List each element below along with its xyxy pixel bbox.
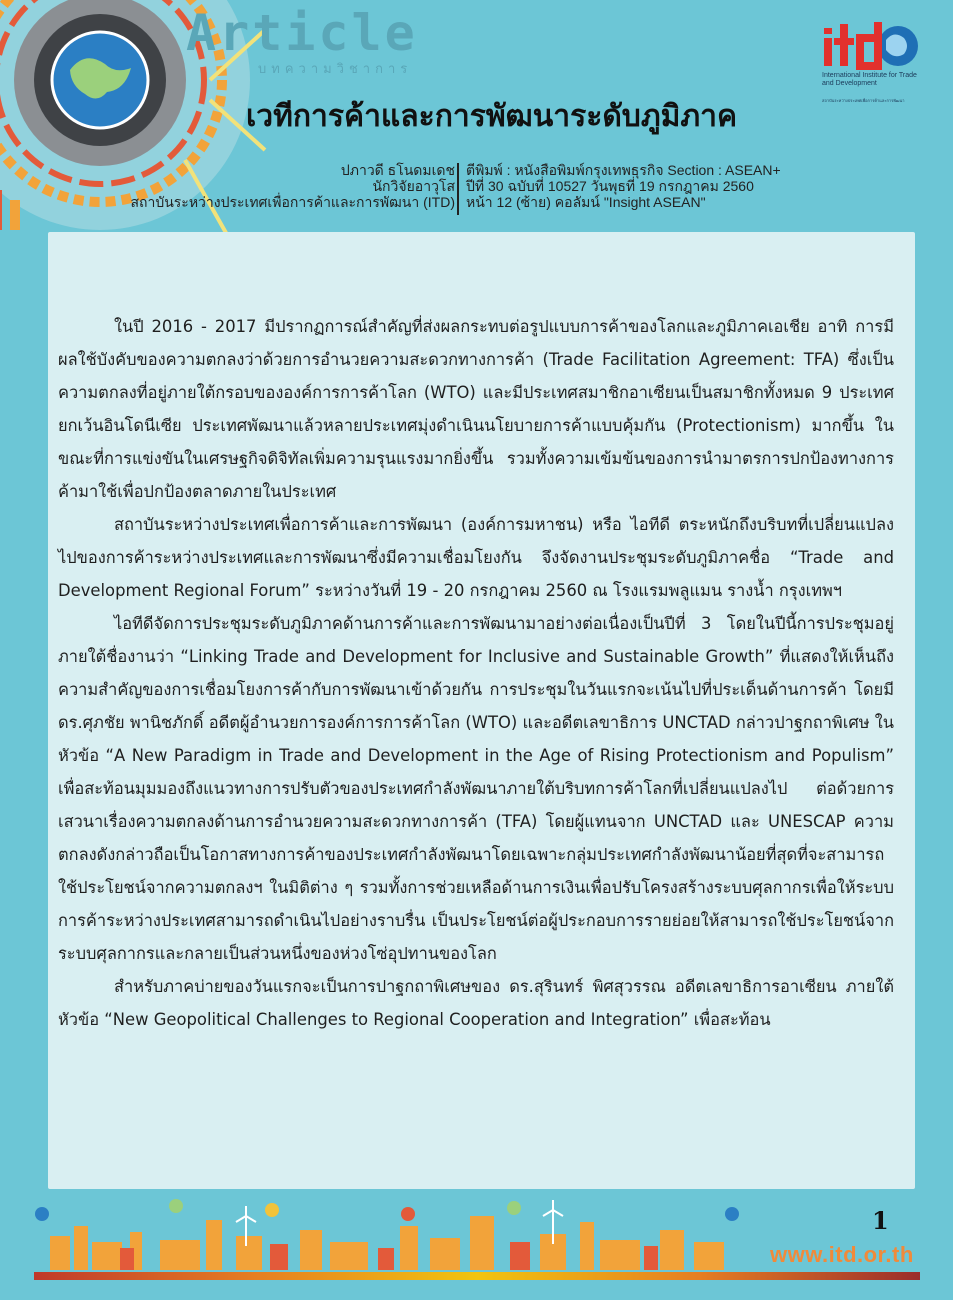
article-subtitle: บทความวิชาการ: [258, 62, 413, 77]
publication-line-1: ตีพิมพ์ : หนังสือพิมพ์กรุงเทพธุรกิจ Section : ASEAN+: [466, 162, 781, 178]
byline-divider: [457, 163, 459, 215]
itd-logo-caption: International Institute for Trade and Development: [822, 72, 917, 87]
author-role: นักวิจัยอาวุโส: [372, 178, 455, 194]
publication-info: [466, 162, 781, 210]
body-paragraph: ไอทีดีจัดการประชุมระดับภูมิภาคด้านการค้าและการพัฒนามาอย่างต่อเนื่องเป็นปีที่ 3 โดยในปีนี้การประชุมอยู่ภายใต้ชื่องานว่า “Linking Trade and Development for Inclusive and Sustainable Growth” ที่แสดงให้เห็นถึงความสำคัญของการเชื่อมโยงการค้ากับการพัฒนาเข้าด้วยกัน การประชุมในวันแรกจะเน้นไปที่ประเด็นด้านการค้า โดยมี ดร.ศุภชัย พานิชภักดิ์ อดีตผู้อำนวยการองค์การการค้าโลก (WTO) และอดีตเลขาธิการ UNCTAD กล่าวปาฐกถาพิเศษ ในหัวข้อ “A New Paradigm in Trade and Development in the Age of Rising Protectionism and Populism” เพื่อสะท้อนมุมมองถึงแนวทางการปรับตัวของประเทศกำลังพัฒนาภายใต้บริบทการค้าโลกที่เปลี่ยนแปลงไป ต่อด้วยการเสวนาเรื่องความตกลงด้านการอำนวยความสะดวกทางการค้า (TFA) โดยผู้แทนจาก UNCTAD และ UNESCAP ความตกลงดังกล่าวถือเป็นโอกาสทางการค้าของประเทศกำลังพัฒนาโดยเฉพาะกลุ่มประเทศกำลังพัฒนาน้อยที่สุดที่จะสามารถใช้ประโยชน์จากความตกลงฯ ในมิติต่าง ๆ รวมทั้งการช่วยเหลือด้านการเงินเพื่อปรับโครงสร้างระบบศุลกากรเพื่อให้ระบบการค้าระหว่างประเทศสามารถดำเนินไปอย่างราบรื่น เป็นประโยชน์ต่อผู้ประกอบการรายย่อยให้สามารถใช้ประโยชน์จากระบบศุลกากรและกลายเป็นส่วนหนึ่งของห่วงโซ่อุปทานของโลก: [58, 614, 894, 963]
publication-line-3: หน้า 12 (ซ้าย) คอลัมน์ "Insight ASEAN": [466, 194, 706, 210]
itd-logo-tagline: สถาบันระหว่างประเทศเพื่อการค้าและการพัฒนา: [822, 98, 905, 103]
body-paragraph: สถาบันระหว่างประเทศเพื่อการค้าและการพัฒนา (องค์การมหาชน) หรือ ไอทีดี ตระหนักถึงบริบทที่เปลี่ยนแปลงไปของการค้าระหว่างประเทศและการพัฒนาซึ่งมีความเชื่อมโยงกัน จึงจัดงานประชุมระดับภูมิภาคชื่อ “Trade and Development Regional Forum” ระหว่างวันที่ 19 - 20 กรกฎาคม 2560 ณ โรงแรมพลูแมน รางน้ำ กรุงเทพฯ: [58, 515, 894, 600]
website-link[interactable]: www.itd.or.th: [770, 1242, 914, 1267]
page-title: เวทีการค้าและการพัฒนาระดับภูมิภาค: [246, 99, 738, 134]
body-paragraph: สำหรับภาคบ่ายของวันแรกจะเป็นการปาฐกถาพิเศษของ ดร.สุรินทร์ พิศสุวรรณ อดีตเลขาธิการอาเซียน ภายใต้หัวข้อ “New Geopolitical Challenges to Regional Cooperation and Integration” เพื่อสะท้อน: [58, 977, 894, 1029]
author-byline: [130, 162, 455, 210]
author-institute: สถาบันระหว่างประเทศเพื่อการค้าและการพัฒนา (ITD): [130, 194, 455, 210]
body-paragraph: ในปี 2016 - 2017 มีปรากฏการณ์สำคัญที่ส่งผลกระทบต่อรูปแบบการค้าของโลกและภูมิภาคเอเชีย อาทิ การมีผลใช้บังคับของความตกลงว่าด้วยการอำนวยความสะดวกทางการค้า (Trade Facilitation Agreement: TFA) ซึ่งเป็นความตกลงที่อยู่ภายใต้กรอบขององค์การการค้าโลก (WTO) และมีประเทศสมาชิกอาเซียนเป็นสมาชิกทั้งหมด 9 ประเทศ ยกเว้นอินโดนีเซีย ประเทศพัฒนาแล้วหลายประเทศมุ่งดำเนินนโยบายการค้าแบบคุ้มกัน (Protectionism) มากขึ้น ในขณะที่การแข่งขันในเศรษฐกิจดิจิทัลเพิ่มความรุนแรงมากยิ่งขึ้น รวมทั้งความเข้มข้นของการนำมาตรการปกป้องทางการค้ามาใช้เพื่อปกป้องตลาดภายในประเทศ: [58, 317, 894, 501]
author-name: ปภาวดี ธโนดมเดช: [340, 162, 455, 178]
article-body: [58, 310, 894, 1036]
article-heading-word: Article: [186, 4, 418, 62]
page-number: 1: [872, 1206, 889, 1235]
footer-color-bar: [34, 1272, 920, 1280]
publication-line-2: ปีที่ 30 ฉบับที่ 10527 วันพุธที่ 19 กรกฎาคม 2560: [466, 178, 754, 194]
